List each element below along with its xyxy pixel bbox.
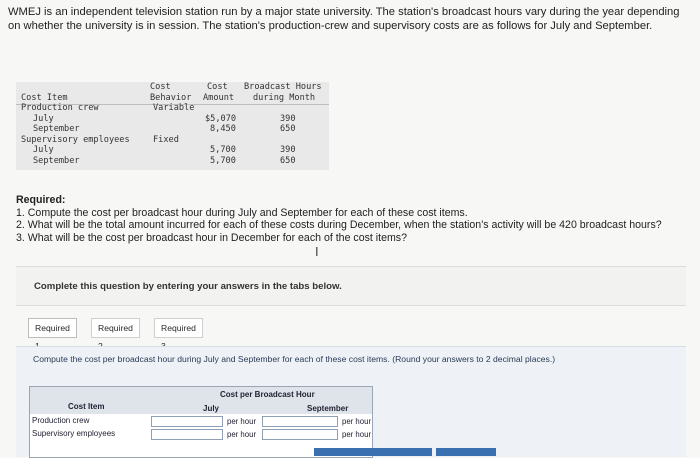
col-september: September (307, 404, 349, 413)
row-item: September (33, 156, 80, 166)
answer-row-label: Production crew (32, 416, 90, 425)
row-amount: 5,700 (210, 156, 236, 166)
row-behavior: Fixed (153, 134, 179, 145)
unit-label: per hour (227, 417, 257, 426)
row-hours: 390 (280, 113, 296, 124)
row-item: Production crew (21, 103, 99, 113)
cost-data-table (16, 82, 329, 170)
row-hours: 650 (280, 156, 296, 166)
row-amount: 8,450 (210, 124, 236, 135)
header-cost-behavior-line1: Cost (150, 82, 171, 92)
problem-intro: WMEJ is an independent television station run by a major state university. The station's broadcast hours vary during the year depending on whether the university is in session. The station's production-crew and supervisory costs are as follows for July and September. (8, 6, 680, 32)
unit-label: per hour (342, 430, 372, 439)
answer-row-label: Supervisory employees (32, 429, 116, 438)
row-behavior: Variable (153, 103, 195, 113)
panel-instruction: Compute the cost per broadcast hour during July and September for each of these cost items. (Round your answers to 2 decimal places.) (33, 354, 556, 364)
tab-required-3[interactable]: Required (154, 318, 203, 338)
group-header: Cost per Broadcast Hour (220, 390, 315, 399)
row-item: September (33, 124, 80, 135)
required-item-1: 1. Compute the cost per broadcast hour during July and September for each of these cost items. (16, 206, 468, 219)
col-july: July (203, 404, 220, 413)
text-cursor-icon: I (315, 244, 319, 259)
required-section (16, 194, 686, 244)
supervisory-july-input[interactable] (151, 429, 223, 440)
row-amount: 5,700 (210, 145, 236, 156)
tab-required-1[interactable]: Required (28, 318, 77, 338)
production-crew-july-input[interactable] (151, 416, 223, 427)
header-cost-amount-line2: Amount (203, 92, 235, 103)
row-hours: 650 (280, 124, 296, 135)
complete-prompt-box (16, 266, 686, 306)
row-item: July (33, 113, 54, 124)
row-amount: $5,070 (205, 113, 237, 124)
complete-prompt-text: Complete this question by entering your answers in the tabs below. (34, 281, 342, 292)
row-item: July (33, 145, 54, 156)
unit-label: per hour (227, 430, 257, 439)
header-cost-behavior-line2: Behavior (150, 92, 192, 103)
nav-button[interactable] (314, 448, 432, 456)
row-item: Supervisory employees (21, 134, 130, 145)
header-cost-item: Cost Item (21, 92, 68, 103)
required-item-2: 2. What will be the total amount incurred for each of these costs during December, when the station's activity will be 420 broadcast hours? (16, 219, 662, 232)
col-cost-item: Cost Item (68, 402, 105, 411)
answer-panel (16, 346, 686, 457)
unit-label: per hour (342, 417, 372, 426)
required-heading: Required: (16, 194, 66, 206)
header-broadcast-hours-line1: Broadcast Hours (244, 82, 322, 92)
tab-required-2[interactable]: Required (91, 318, 140, 338)
header-cost-amount-line1: Cost (207, 82, 228, 92)
production-crew-september-input[interactable] (262, 416, 338, 427)
required-item-3: 3. What will be the cost per broadcast hour in December for each of the cost items? (16, 231, 407, 244)
nav-button[interactable] (436, 448, 496, 456)
row-hours: 390 (280, 145, 296, 156)
header-broadcast-hours-line2: during Month (253, 92, 316, 103)
supervisory-september-input[interactable] (262, 429, 338, 440)
